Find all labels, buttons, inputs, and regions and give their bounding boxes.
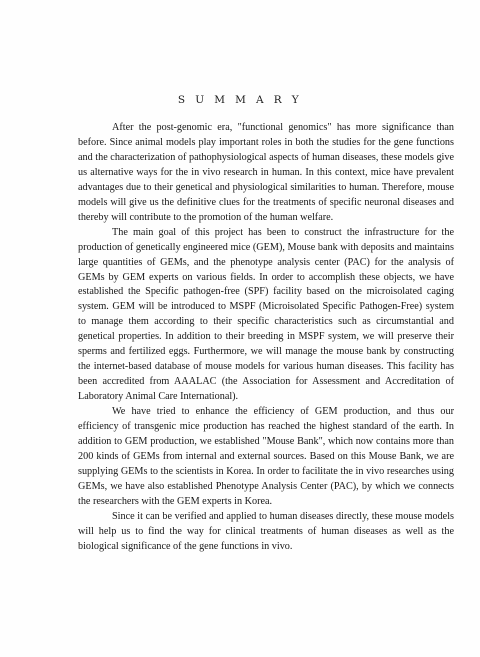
paragraph: Since it can be verified and applied to human diseases directly, these mouse models will help us to find the way for clinical treatments of human diseases as well as the biological significance of the gene functions in vivo. [78, 510, 454, 552]
document-title: S U M M A R Y [177, 94, 303, 106]
paragraph: The main goal of this project has been to construct the infrastructure for the production of genetically engineered mice (GEM), Mouse bank with deposits and maintains large quantities of GEMs, and the phenotype analysis center (PAC) for the analysis of GEMs by GEM experts on various fields. In order to accomplish these objects, we have established the Specific pathogen-free (SPF) facility based on the microisolated caging system. GEM will be introduced to MSPF (Microisolated Specific Pathogen-Free) system to manage them according to their specific characteristics such as circumstantial and genetical properties. In addition to their breeding in MSPF system, we will preserve their sperms and fertilized eggs. Furthermore, we will manage the mouse bank by constructing the internet-based database of mouse models for various human diseases. This facility has been accredited from AAALAC (the Association for Assessment and Accreditation of Laboratory Animal Care International). [78, 226, 454, 403]
paragraph: After the post-genomic era, "functional genomics" has more significance than before. Since animal models play important roles in both the studies for the gene functions and the characterization of pathophysiological aspects of human diseases, these models give us alternative ways for the in vivo research in human. In this context, mice have prevalent advantages due to their genetical and physiological similarities to human. Therefore, mouse models will give us the definitive clues for the treatments of specific neuronal diseases and thereby will contribute to the promotion of the human welfare. [78, 122, 454, 223]
paragraph: We have tried to enhance the efficiency of GEM production, and thus our efficiency of transgenic mice production has reached the highest standard of the earth. In addition to GEM production, we established "Mouse Bank", which now contains more than 200 kinds of GEMs from internal and external sources. Based on this Mouse Bank, we are supplying GEMs to the scientists in Korea. In order to facilitate the in vivo researches using GEMs, we have also established Phenotype Analysis Center (PAC), by which we connects the researchers with the GEM experts in Korea. [78, 406, 454, 507]
document-body [78, 121, 454, 555]
